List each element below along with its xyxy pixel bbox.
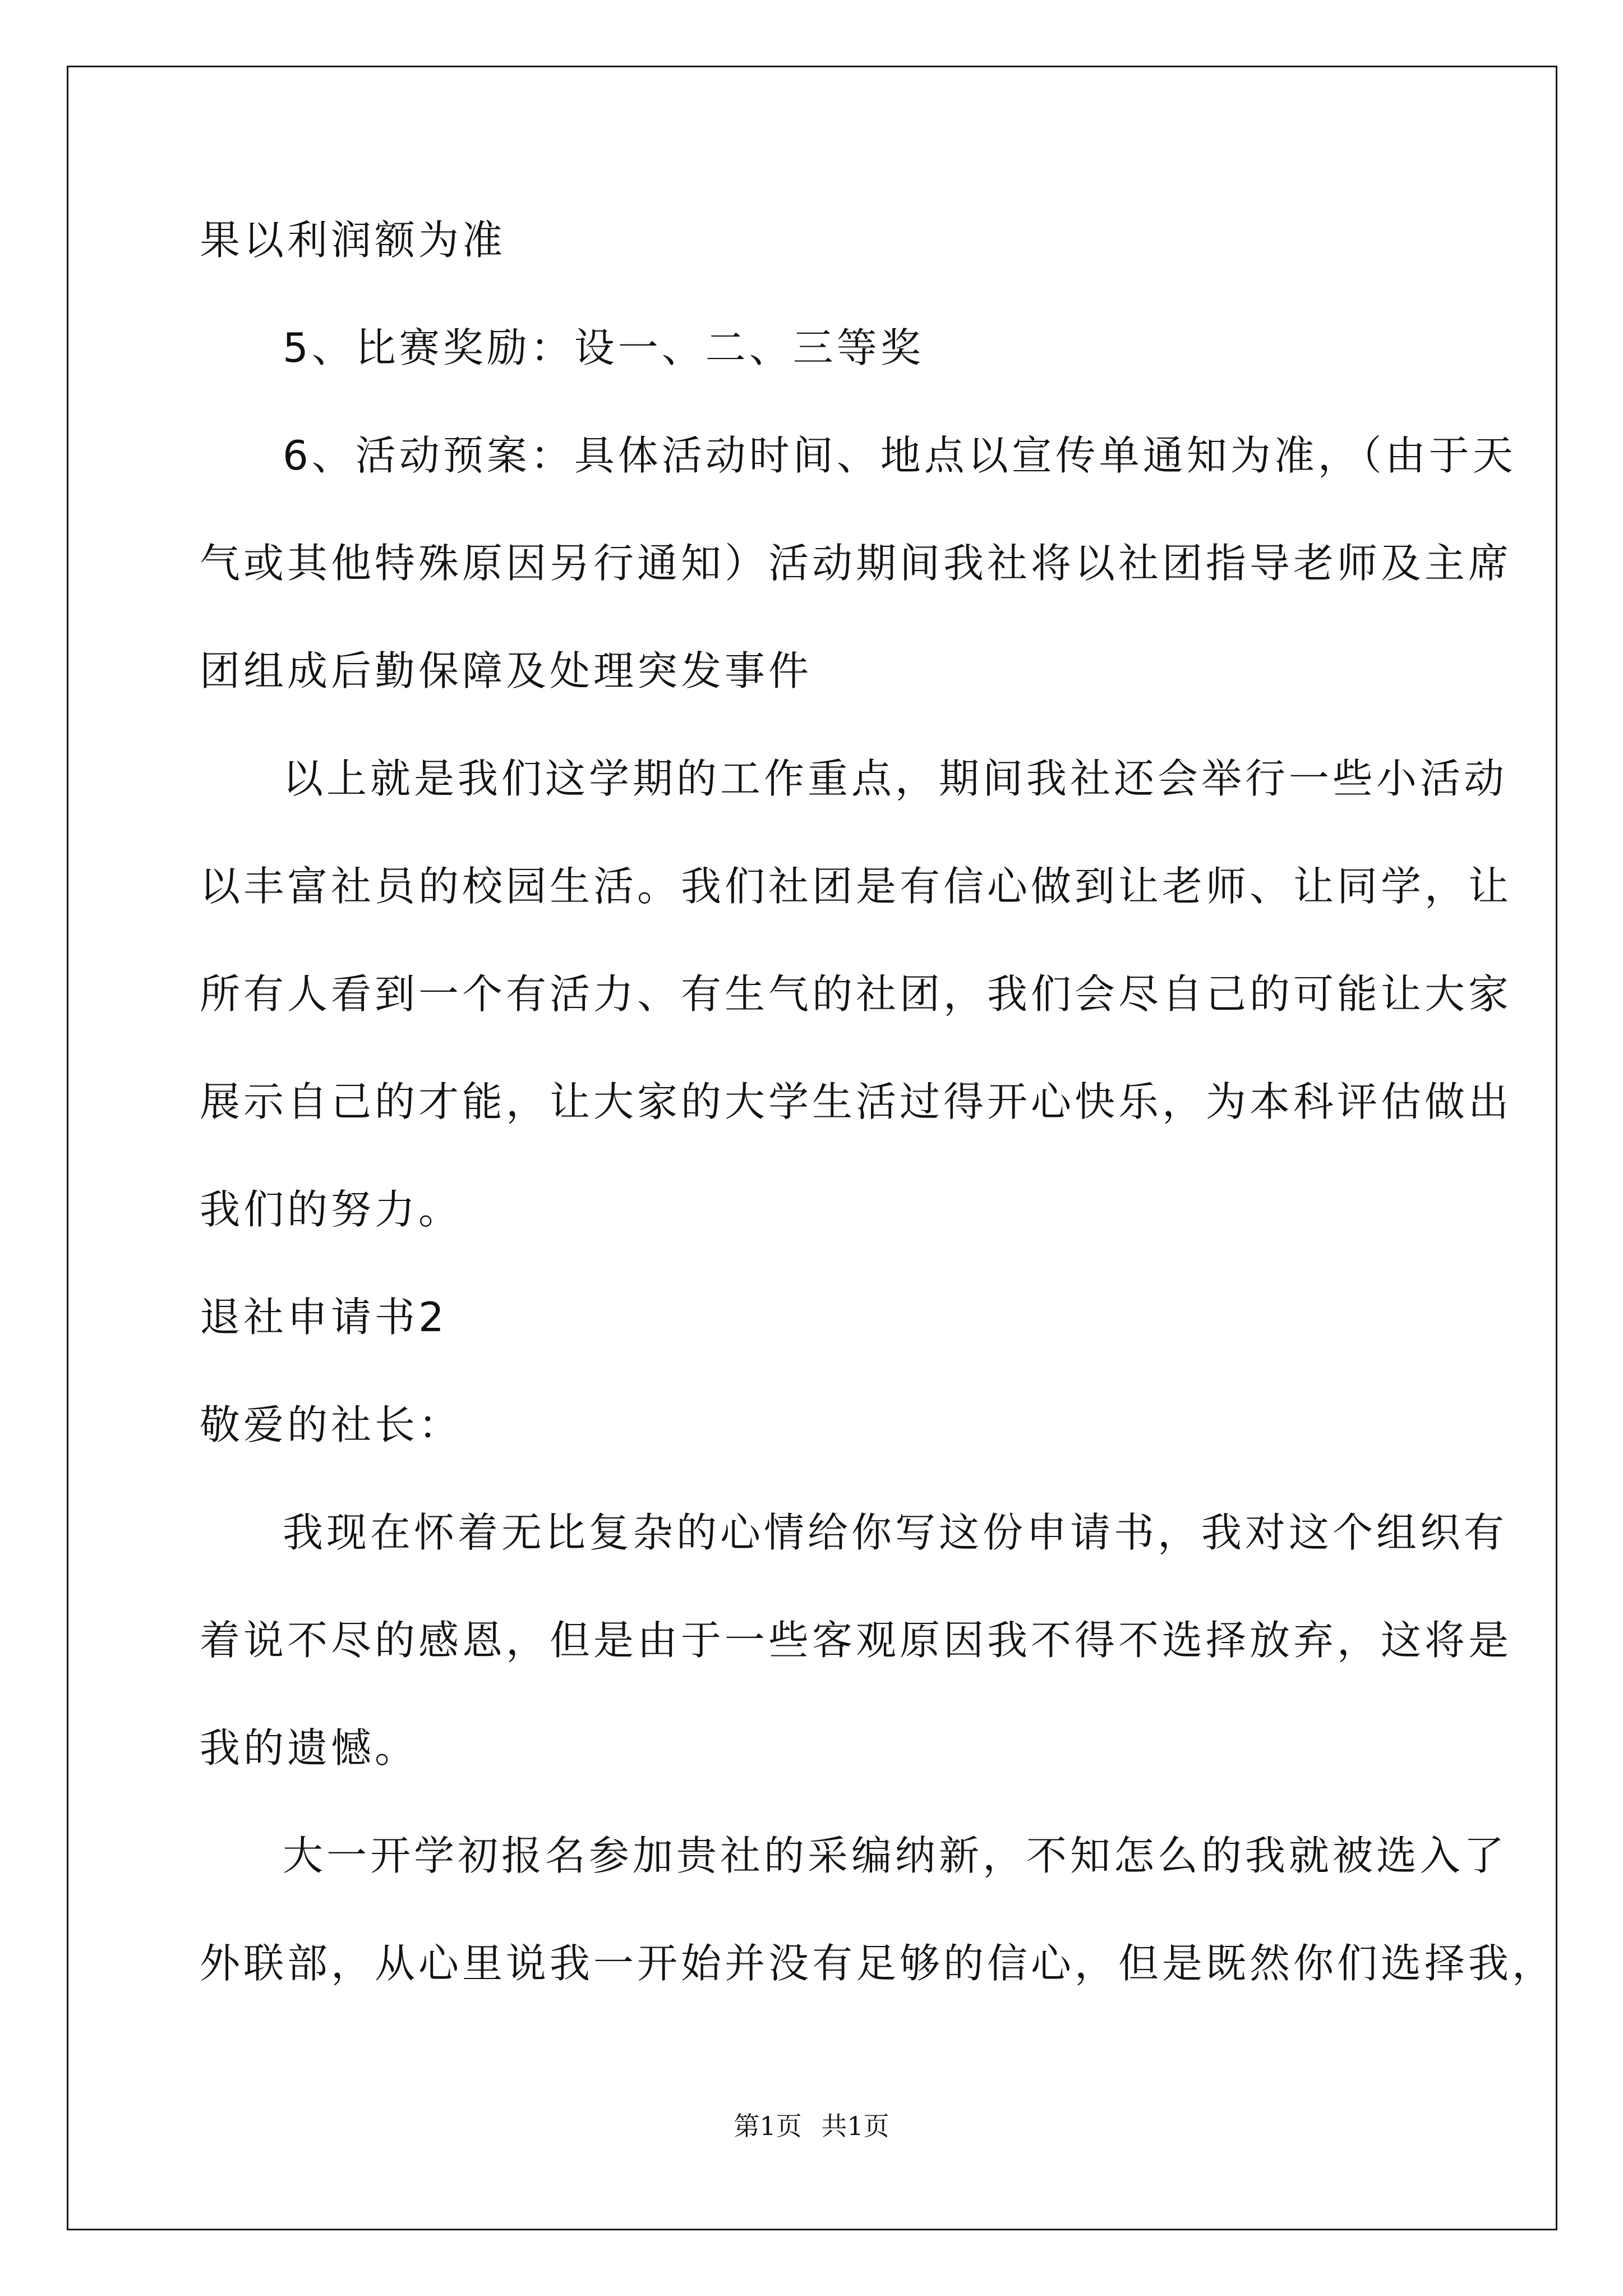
text-line: 我们的努力。: [200, 1186, 463, 1233]
page-footer: [0, 2109, 1623, 2143]
text-line: 大一开学初报名参加贵社的采编纳新，不知怎么的我就被选入了: [283, 1832, 1508, 1879]
text-line: 着说不尽的感恩，但是由于一些客观原因我不得不选择放弃，这将是: [200, 1617, 1513, 1664]
text-line: 展示自己的才能，让大家的大学生活过得开心快乐，为本科评估做出: [200, 1078, 1513, 1125]
text-line: 外联部，从心里说我一开始并没有足够的信心，但是既然你们选择我，: [200, 1940, 1556, 1987]
text-line: 以上就是我们这学期的工作重点，期间我社还会举行一些小活动: [283, 755, 1508, 802]
section-heading: 退社申请书2: [200, 1294, 448, 1341]
page-number: 第1页: [734, 2111, 802, 2141]
salutation: 敬爱的社长：: [200, 1401, 463, 1448]
text-line: 我的遗憾。: [200, 1724, 419, 1772]
text-line: 气或其他特殊原因另行通知）活动期间我社将以社团指导老师及主席: [200, 540, 1513, 587]
text-line: 团组成后勤保障及处理突发事件: [200, 647, 813, 694]
text-line: 5、比赛奖励：设一、二、三等奖: [283, 324, 924, 371]
text-line: 果以利润额为准: [200, 217, 506, 264]
page-border: [67, 66, 1557, 2230]
text-line: 我现在怀着无比复杂的心情给你写这份申请书，我对这个组织有: [283, 1509, 1508, 1556]
text-line: 所有人看到一个有活力、有生气的社团，我们会尽自己的可能让大家: [200, 970, 1513, 1018]
page-total: 共1页: [821, 2111, 889, 2141]
text-line: 6、活动预案：具体活动时间、地点以宣传单通知为准，（由于天: [283, 432, 1516, 479]
text-line: 以丰富社员的校园生活。我们社团是有信心做到让老师、让同学，让: [200, 863, 1513, 910]
